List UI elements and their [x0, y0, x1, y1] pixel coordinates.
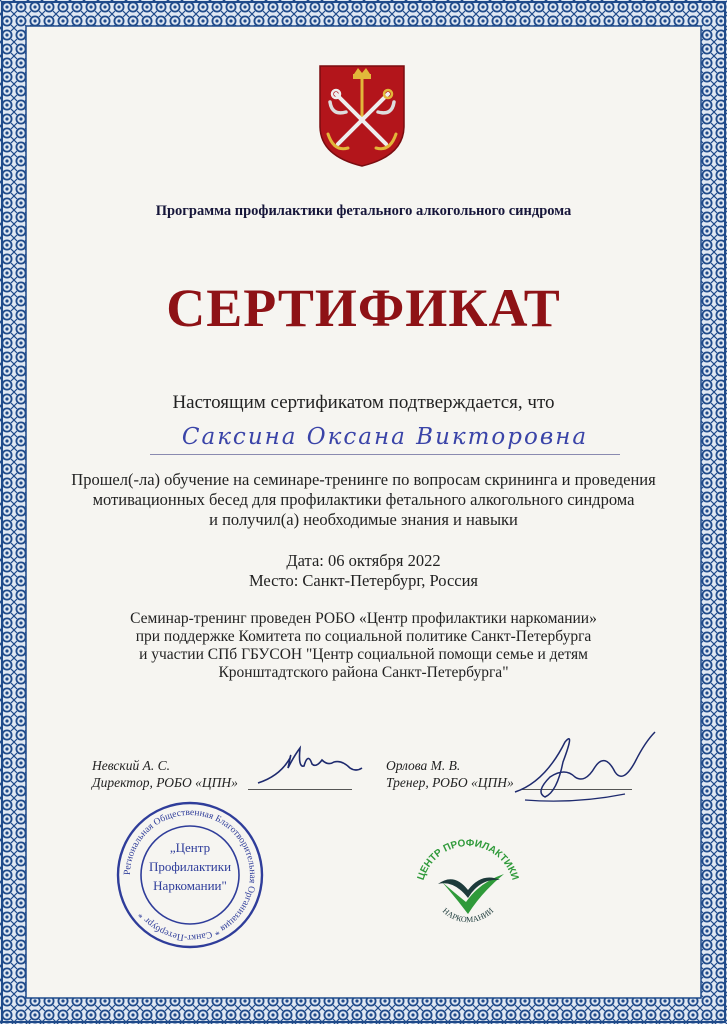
- recipient-name: Саксина Оксана Викторовна: [181, 424, 589, 450]
- signatory-director: [92, 757, 238, 791]
- trainer-signature: [505, 722, 665, 812]
- certificate-title: СЕРТИФИКАТ: [166, 278, 561, 338]
- organizer-info: [0, 610, 727, 682]
- organizer-line: Кронштадтского района Санкт-Петербурга": [218, 664, 509, 681]
- description: [0, 470, 727, 530]
- date-line: Дата: 06 октября 2022: [286, 551, 441, 570]
- stamp-line: „Центр: [169, 840, 211, 855]
- organizer-line: при поддержке Комитета по социальной политике Санкт-Петербурга: [135, 628, 592, 645]
- description-line: и получил(а) необходимые знания и навыки: [209, 510, 518, 529]
- coat-of-arms-emblem: [318, 64, 406, 168]
- director-name: Невский А. С.: [92, 758, 170, 773]
- recipient-underline: [150, 454, 620, 455]
- director-signature: [250, 738, 370, 793]
- signatory-trainer: [386, 757, 514, 791]
- stamp-line: Наркомании": [153, 878, 227, 893]
- description-line: мотивационных бесед для профилактики фетального алкогольного синдрома: [92, 490, 635, 509]
- svg-text:Региональная Общественная Благ: Региональная Общественная Благотворительная Организация * Санкт-Петербург *: [122, 807, 258, 943]
- place-line: Место: Санкт-Петербург, Россия: [248, 571, 479, 590]
- center-logo: [408, 832, 528, 942]
- program-heading: Программа профилактики фетального алкогольного синдрома: [155, 203, 572, 219]
- stamp-center-text: [115, 838, 265, 895]
- trainer-name: Орлова М. В.: [386, 758, 461, 773]
- date-place: [0, 551, 727, 591]
- description-line: Прошел(-ла) обучение на семинаре-тренинге по вопросам скрининга и проведения: [71, 470, 656, 489]
- stamp-line: Профилактики: [148, 859, 232, 874]
- trainer-role: Тренер, РОБО «ЦПН»: [386, 775, 514, 790]
- svg-text:ЦЕНТР ПРОФИЛАКТИКИ: ЦЕНТР ПРОФИЛАКТИКИ: [415, 837, 521, 882]
- organizer-line: и участии СПб ГБУСОН "Центр социальной помощи семье и детям: [139, 646, 588, 663]
- intro-text: Настоящим сертификатом подтверждается, что: [172, 392, 555, 413]
- svg-text:НАРКОМАНИИ: НАРКОМАНИИ: [440, 906, 496, 925]
- director-role: Директор, РОБО «ЦПН»: [92, 775, 238, 790]
- organizer-line: Семинар-тренинг проведен РОБО «Центр профилактики наркомании»: [130, 610, 597, 627]
